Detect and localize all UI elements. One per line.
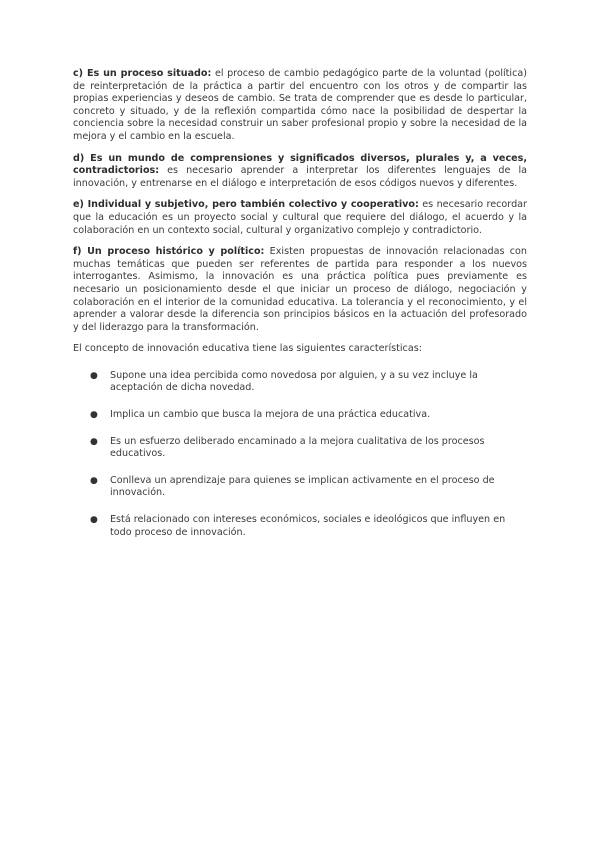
list-item-text: Es un esfuerzo deliberado encaminado a la mejora cualitativa de los procesos educativos. bbox=[110, 435, 485, 460]
bullet-icon: ● bbox=[90, 436, 98, 447]
paragraph-lead: e) Individual y subjetivo, pero también colectivo y cooperativo: bbox=[73, 199, 419, 211]
paragraph-text: Existen propuestas de innovación relacionadas con muchas temáticas que pueden ser referentes de partida para responder a los nuevos interrogantes. Asimismo, la innovación es una práctica política pues previamente es necesario un posicionamiento desde el que iniciar un proceso de diálogo, negociación y colaboración en el interior de la comunidad educativa. La tolerancia y el reconocimiento, y el aprender a valorar desde la diferencia son principios básicos en la actuación del profesorado y del liderazgo para la transformación. bbox=[73, 246, 527, 333]
bullet-icon: ● bbox=[90, 370, 98, 381]
paragraph-lead: f) Un proceso histórico y político: bbox=[73, 246, 265, 258]
list-item-text: Implica un cambio que busca la mejora de una práctica educativa. bbox=[110, 409, 431, 421]
paragraph-text: es necesario aprender a interpretar los diferentes lenguajes de la innovación, y entrenarse en el diálogo e interpretación de esos códigos nuevos y diferentes. bbox=[73, 165, 527, 189]
list-item bbox=[73, 409, 527, 422]
paragraph-text: es necesario recordar que la educación es un proyecto social y cultural que requiere del diálogo, el acuerdo y la colaboración en un contexto social, cultural y organizativo complejo y contradictorio. bbox=[73, 199, 527, 236]
characteristics-intro: El concepto de innovación educativa tiene las siguientes características: bbox=[73, 343, 422, 355]
list-item bbox=[73, 436, 527, 461]
paragraph-situado bbox=[73, 68, 527, 144]
list-item bbox=[73, 475, 527, 500]
bullet-icon: ● bbox=[90, 410, 98, 421]
list-item-text: Supone una idea percibida como novedosa por alguien, y a su vez incluye la aceptación de dicha novedad. bbox=[110, 369, 478, 394]
paragraph-individual bbox=[73, 199, 527, 237]
list-item bbox=[73, 514, 527, 539]
paragraph-comprensiones bbox=[73, 153, 527, 191]
paragraph-lead: d) Es un mundo de comprensiones y significados diversos, plurales y, a veces, contradictorios: bbox=[73, 152, 527, 177]
characteristics-list bbox=[73, 370, 527, 539]
paragraph-lead: c) Es un proceso situado: bbox=[73, 68, 212, 79]
bullet-icon: ● bbox=[90, 515, 98, 526]
paragraph-historico bbox=[73, 246, 527, 334]
list-item-text: Está relacionado con intereses económicos, sociales e ideológicos que influyen en todo proceso de innovación. bbox=[110, 514, 506, 538]
bullet-icon: ● bbox=[90, 475, 98, 486]
list-item bbox=[73, 370, 527, 395]
list-item-text: Conlleva un aprendizaje para quienes se implican activamente en el proceso de innovación. bbox=[110, 474, 495, 499]
paragraph-text: el proceso de cambio pedagógico parte de la voluntad (política) de reinterpretación de la práctica a partir del encuentro con los otros y de compartir las propias experiencias y deseos de cambio. Se trata de comprender que es desde lo particular, concreto y situado, y de la reflexión compartida cómo nace la posibilidad de despertar la conciencia sobre la necesidad construir un saber profesional propio y sobre la necesidad de la mejora y el cambio en la escuela. bbox=[73, 68, 527, 142]
